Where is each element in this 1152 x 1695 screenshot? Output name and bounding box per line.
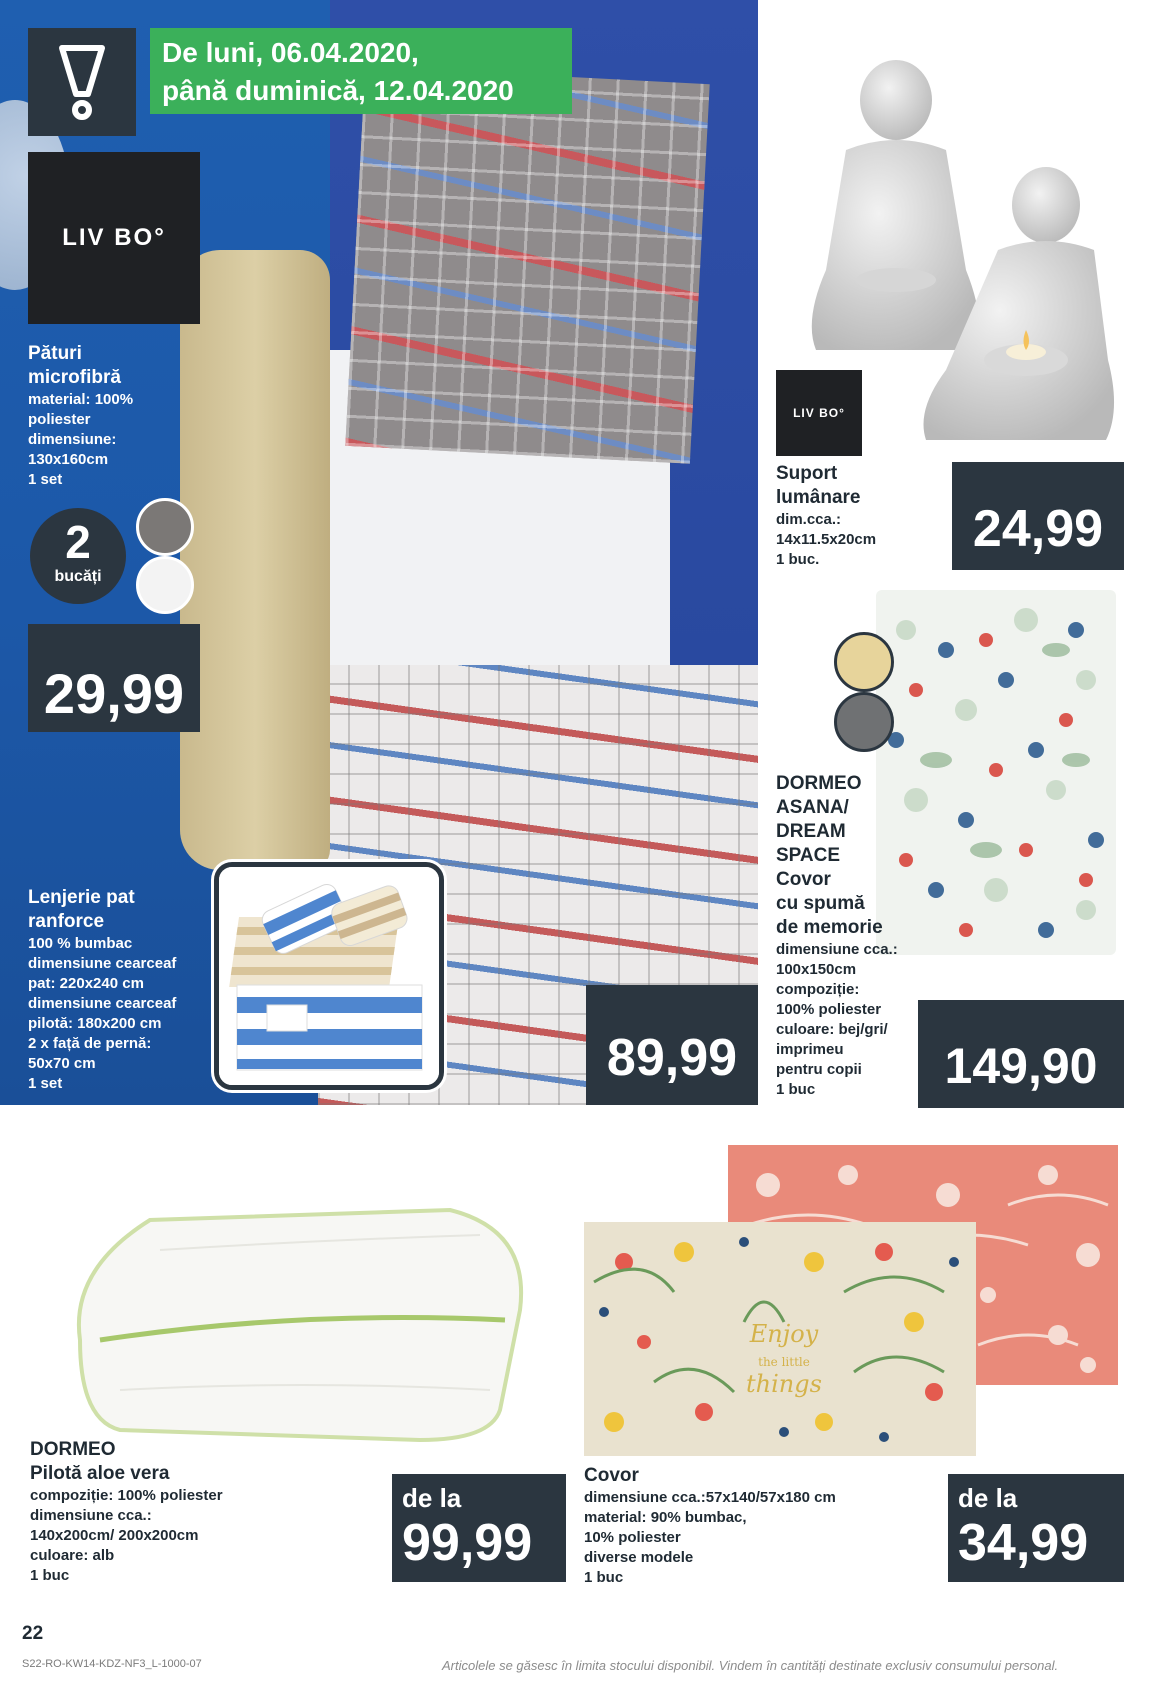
lenjerie-title-1: Lenjerie pat [28, 887, 135, 908]
quantity-unit: bucăți [54, 568, 102, 585]
pilota-info [30, 1438, 360, 1586]
livarno-logo [28, 152, 200, 324]
suport-desc-2: 1 buc. [776, 551, 820, 568]
suport-title-1: Suport [776, 463, 838, 484]
lenjerie-price-value: 89,99 [606, 1029, 738, 1087]
covor-spuma-desc-7: 1 buc [776, 1081, 816, 1098]
date-banner-line2: până duminică, 12.04.2020 [162, 75, 514, 106]
livarno-logo-small [776, 370, 862, 456]
svg-text:the little: the little [758, 1355, 810, 1369]
covor-title-1: Covor [584, 1465, 639, 1486]
floral-rug-photo [584, 1222, 976, 1456]
covor-spuma-desc-5: imprimeu [776, 1041, 844, 1058]
covor-spuma-price-value: 149,90 [944, 1038, 1098, 1094]
suport-desc-0: dim.cca.: [776, 511, 842, 528]
paturi-desc-1: poliester [28, 411, 91, 428]
lenjerie-desc-7: 1 set [28, 1075, 63, 1092]
swatch-white [136, 556, 194, 614]
suport-price [952, 462, 1124, 570]
covor-spuma-title-2: DREAM [776, 821, 846, 842]
covor-spuma-title-3: SPACE [776, 845, 841, 866]
covor-spuma-desc-3: 100% poliester [776, 1001, 882, 1018]
covor-spuma-title-5: cu spumă [776, 893, 865, 914]
paturi-desc-3: 130x160cm [28, 451, 109, 468]
svg-text:Enjoy: Enjoy [749, 1320, 819, 1348]
quantity-number: 2 [65, 516, 91, 568]
covor-spuma-title-1: ASANA/ [776, 797, 849, 818]
pilota-price-prefix: de la [402, 1483, 462, 1513]
pilota-desc-0: compoziție: 100% poliester [30, 1487, 223, 1504]
striped-pillow [345, 66, 709, 464]
date-banner [150, 28, 572, 114]
livarno-logo-text: LIV BO° [62, 224, 166, 251]
covor-spuma-desc-2: compoziție: [776, 981, 860, 998]
lenjerie-desc-2: pat: 220x240 cm [28, 975, 144, 992]
covor-spuma-desc-1: 100x150cm [776, 961, 857, 978]
paturi-price [28, 624, 200, 732]
quantity-badge [30, 508, 126, 604]
suport-info [776, 462, 936, 570]
covor-desc-2: 10% poliester [584, 1529, 681, 1546]
lenjerie-desc-4: pilotă: 180x200 cm [28, 1015, 162, 1032]
svg-text:things: things [746, 1370, 822, 1398]
covor-desc-1: material: 90% bumbac, [584, 1509, 747, 1526]
paturi-desc-4: 1 set [28, 471, 63, 488]
pilota-desc-1: dimensiune cca.: [30, 1507, 152, 1524]
lenjerie-desc-5: 2 x față de pernă: [28, 1035, 152, 1052]
pilota-price [392, 1474, 566, 1582]
pilota-desc-2: 140x200cm/ 200x200cm [30, 1527, 199, 1544]
suport-title-2: lumânare [776, 487, 861, 508]
swatch-beige [834, 632, 894, 692]
microfiber-blanket [180, 250, 330, 870]
paturi-title-2: microfibră [28, 367, 121, 388]
covor-desc-0: dimensiune cca.:57x140/57x180 cm [584, 1489, 836, 1506]
swatch-grey-rug [834, 692, 894, 752]
covor-spuma-info [776, 772, 936, 1100]
covor-desc-3: diverse modele [584, 1549, 694, 1566]
paturi-title-1: Pături [28, 343, 82, 364]
suport-desc-1: 14x11.5x20cm [776, 531, 877, 548]
covor-price [948, 1474, 1124, 1582]
covor-spuma-desc-6: pentru copii [776, 1061, 862, 1078]
lenjerie-desc-0: 100 % bumbac [28, 935, 133, 952]
paturi-info [28, 342, 198, 490]
footer-code: S22-RO-KW14-KDZ-NF3_L-1000-07 [22, 1658, 202, 1670]
exclamation-icon [28, 28, 136, 136]
covor-spuma-title-0: DORMEO [776, 773, 862, 794]
covor-info [584, 1464, 914, 1588]
page-number: 22 [22, 1623, 44, 1644]
aloe-vera-duvet-photo [60, 1190, 530, 1450]
pilota-price-value: 99,99 [402, 1514, 533, 1572]
covor-spuma-title-4: Covor [776, 869, 831, 890]
pilota-title-1: DORMEO [30, 1439, 116, 1460]
paturi-desc-0: material: 100% [28, 391, 134, 408]
covor-price-value: 34,99 [958, 1514, 1089, 1572]
lenjerie-desc-6: 50x70 cm [28, 1055, 96, 1072]
covor-spuma-title-6: de memorie [776, 917, 883, 938]
lenjerie-desc-1: dimensiune cearceaf [28, 955, 177, 972]
covor-spuma-price [918, 1000, 1124, 1108]
pilota-desc-3: culoare: alb [30, 1547, 115, 1564]
date-banner-line1: De luni, 06.04.2020, [162, 37, 419, 68]
covor-spuma-desc-0: dimensiune cca.: [776, 941, 898, 958]
swatch-grey [136, 498, 194, 556]
bedding-inset-photo [214, 862, 444, 1090]
covor-spuma-desc-4: culoare: bej/gri/ [776, 1021, 888, 1038]
paturi-desc-2: dimensiune: [28, 431, 117, 448]
lenjerie-price [586, 985, 758, 1105]
suport-price-value: 24,99 [972, 500, 1104, 558]
paturi-price-value: 29,99 [43, 661, 185, 725]
pilota-title-2: Pilotă aloe vera [30, 1463, 170, 1484]
covor-price-prefix: de la [958, 1483, 1018, 1513]
lenjerie-desc-3: dimensiune cearceaf [28, 995, 177, 1012]
lenjerie-title-2: ranforce [28, 911, 105, 932]
pilota-desc-4: 1 buc [30, 1567, 70, 1584]
covor-desc-4: 1 buc [584, 1569, 624, 1586]
livarno-logo-small-text: LIV BO° [793, 406, 845, 420]
lenjerie-info [28, 886, 218, 1094]
footer-note: Articolele se găsesc în limita stocului disponibil. Vindem în cantități destinate exclusiv consumului personal. [442, 1658, 1059, 1673]
